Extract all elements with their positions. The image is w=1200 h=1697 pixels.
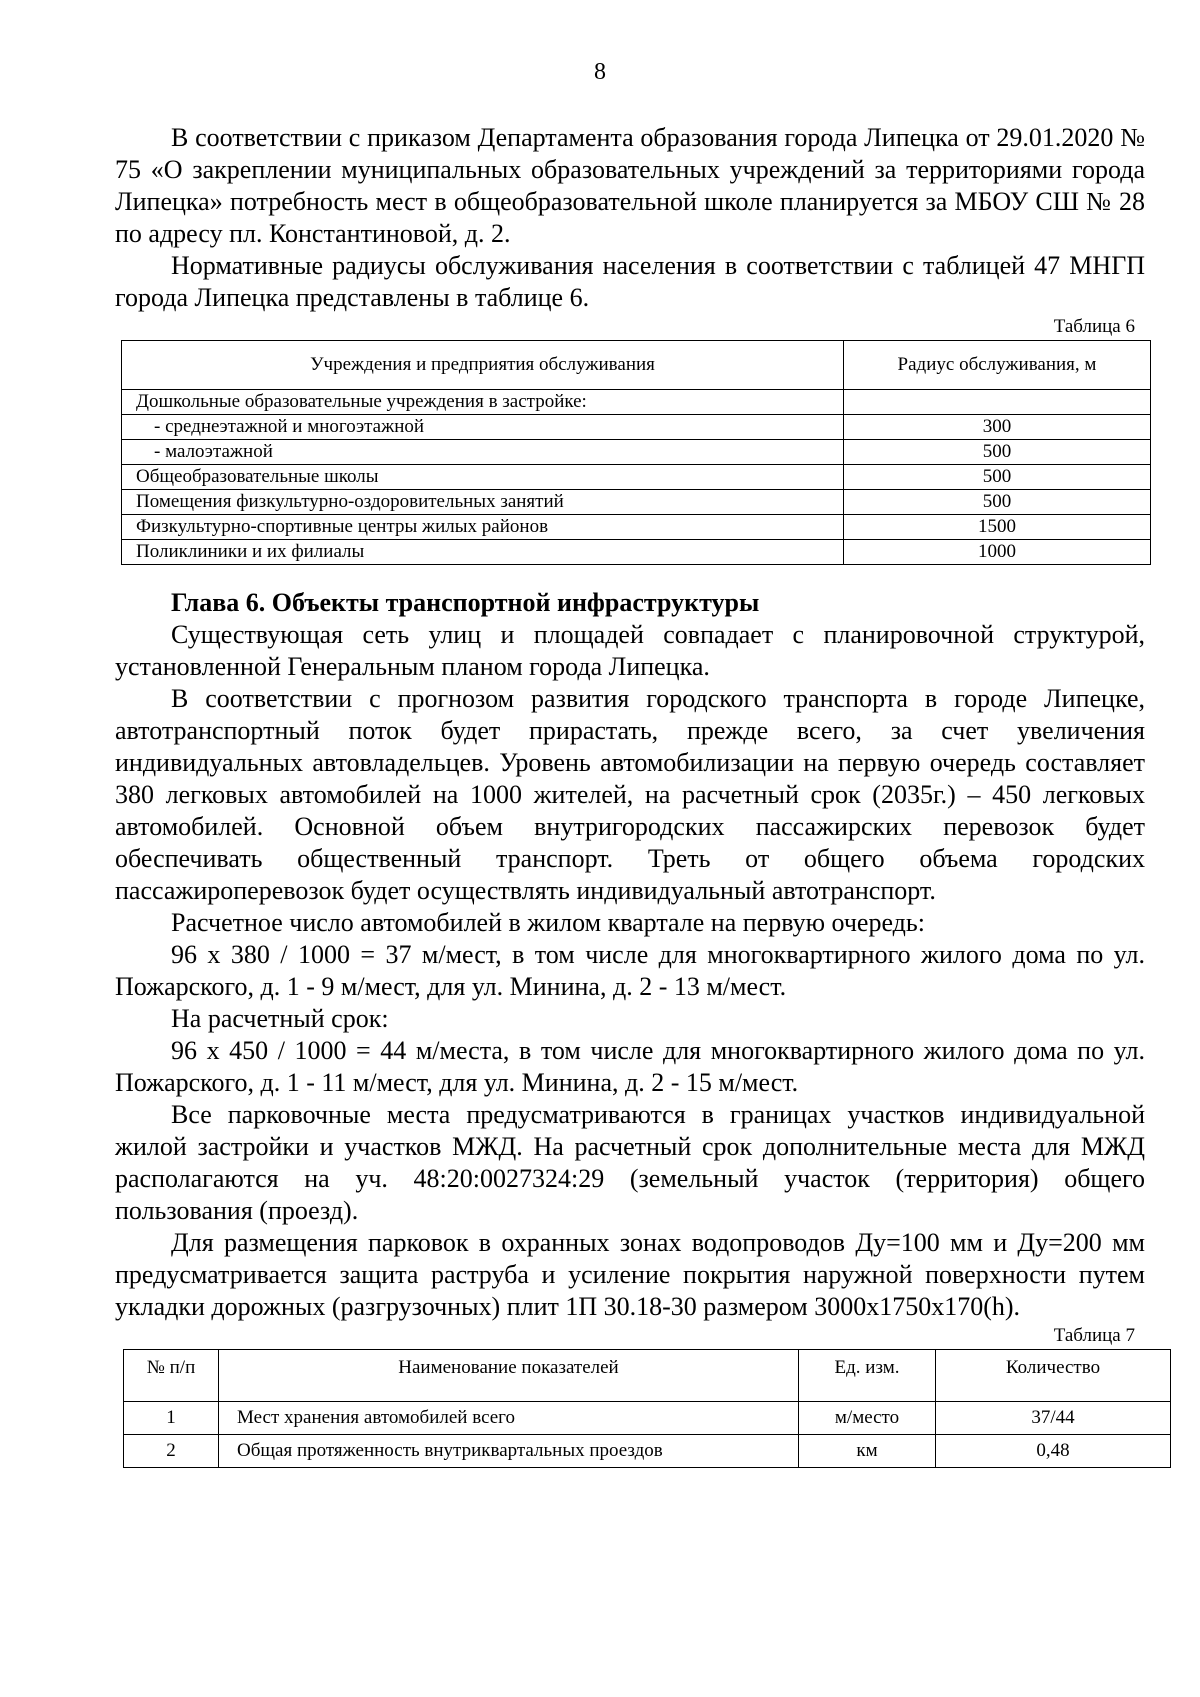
paragraph-4: В соответствии с прогнозом развития городского транспорта в городе Липецке, автотранспортный поток будет прирастать, прежде всего, за счет увеличения индивидуальных автовладельцев. Уровень автомобилизации на первую очередь составляет 380 легковых автомобилей на 1000 жителей, на расчетный срок (2035г.) – 450 легковых автомобилей. Основной объем внутригородских пассажирских перевозок будет обеспечивать общественный транспорт. Треть от общего объема городских пассажироперевозок будет осуществлять индивидуальный автотранспорт. bbox=[115, 684, 1145, 905]
paragraph-5: Расчетное число автомобилей в жилом квартале на первую очередь: bbox=[171, 908, 925, 937]
table-6-cell-name: Помещения физкультурно-оздоровительных занятий bbox=[122, 490, 844, 515]
table-6-cell-name: - среднеэтажной и многоэтажной bbox=[122, 415, 844, 440]
table-7-header-number: № п/п bbox=[124, 1350, 219, 1402]
table-6-cell-name: Физкультурно-спортивные центры жилых районов bbox=[122, 515, 844, 540]
table-row bbox=[124, 1402, 1171, 1435]
table-6-cell-value: 1500 bbox=[844, 515, 1151, 540]
paragraph-1: В соответствии с приказом Департамента образования города Липецка от 29.01.2020 № 75 «О закреплении муниципальных образовательных учреждений за территориями города Липецка» потребность мест в общеобразовательной школе планируется за МБОУ СШ № 28 по адресу пл. Константиновой, д. 2. bbox=[115, 123, 1145, 248]
table-7-cell-quantity: 37/44 bbox=[936, 1402, 1171, 1435]
table-7-header-indicator: Наименование показателей bbox=[219, 1350, 799, 1402]
table-row bbox=[122, 490, 1151, 515]
table-6-cell-name: Дошкольные образовательные учреждения в застройке: bbox=[122, 390, 844, 415]
table-6-cell-value: 500 bbox=[844, 490, 1151, 515]
table-row bbox=[122, 390, 1151, 415]
table-7-cell-indicator: Общая протяженность внутриквартальных проездов bbox=[219, 1435, 799, 1468]
table-6-cell-value: 500 bbox=[844, 465, 1151, 490]
table-6 bbox=[121, 340, 1151, 565]
table-7-cell-unit: м/место bbox=[799, 1402, 936, 1435]
table-6-cell-name: - малоэтажной bbox=[122, 440, 844, 465]
table-6-caption: Таблица 6 bbox=[1053, 316, 1135, 337]
table-row bbox=[122, 415, 1151, 440]
paragraph-2: Нормативные радиусы обслуживания населения в соответствии с таблицей 47 МНГП города Липецка представлены в таблице 6. bbox=[115, 251, 1145, 312]
table-6-cell-name: Общеобразовательные школы bbox=[122, 465, 844, 490]
page-content bbox=[115, 122, 1145, 1468]
table-7-header-row bbox=[124, 1350, 1171, 1402]
table-6-cell-value: 1000 bbox=[844, 540, 1151, 565]
paragraph-8: 96 х 450 / 1000 = 44 м/места, в том числе для многоквартирного жилого дома по ул. Пожарского, д. 1 - 11 м/мест, для ул. Минина, д. 2 - 15 м/мест. bbox=[115, 1036, 1145, 1097]
paragraph-9: Все парковочные места предусматриваются в границах участков индивидуальной жилой застройки и участков МЖД. На расчетный срок дополнительные места для МЖД располагаются на уч. 48:20:0027324:29 (земельный участок (территория) общего пользования (проезд). bbox=[115, 1100, 1145, 1225]
table-6-header-radius: Радиус обслуживания, м bbox=[844, 341, 1151, 390]
table-7-cell-unit: км bbox=[799, 1435, 936, 1468]
table-row bbox=[122, 540, 1151, 565]
table-6-cell-value bbox=[844, 390, 1151, 415]
table-7-cell-quantity: 0,48 bbox=[936, 1435, 1171, 1468]
table-row bbox=[122, 465, 1151, 490]
table-6-header-row bbox=[122, 341, 1151, 390]
table-7-caption: Таблица 7 bbox=[1053, 1325, 1135, 1346]
table-7-header-quantity: Количество bbox=[936, 1350, 1171, 1402]
paragraph-7: На расчетный срок: bbox=[171, 1004, 389, 1033]
paragraph-6: 96 х 380 / 1000 = 37 м/мест, в том числе для многоквартирного жилого дома по ул. Пожарского, д. 1 - 9 м/мест, для ул. Минина, д. 2 - 13 м/мест. bbox=[115, 940, 1145, 1001]
table-6-header-institutions: Учреждения и предприятия обслуживания bbox=[122, 341, 844, 390]
table-7-cell-number: 2 bbox=[124, 1435, 219, 1468]
paragraph-3: Существующая сеть улиц и площадей совпадает с планировочной структурой, установленной Генеральным планом города Липецка. bbox=[115, 620, 1145, 681]
page-number: 8 bbox=[594, 59, 606, 85]
table-7-cell-indicator: Мест хранения автомобилей всего bbox=[219, 1402, 799, 1435]
table-7 bbox=[123, 1349, 1171, 1468]
chapter-heading: Глава 6. Объекты транспортной инфраструктуры bbox=[171, 588, 760, 617]
paragraph-10: Для размещения парковок в охранных зонах водопроводов Ду=100 мм и Ду=200 мм предусматривается защита раструба и усиление покрытия наружной поверхности путем укладки дорожных (разгрузочных) плит 1П 30.18-30 размером 3000х1750х170(h). bbox=[115, 1228, 1145, 1321]
table-7-cell-number: 1 bbox=[124, 1402, 219, 1435]
table-row bbox=[124, 1435, 1171, 1468]
table-row bbox=[122, 440, 1151, 465]
table-7-header-unit: Ед. изм. bbox=[799, 1350, 936, 1402]
table-6-cell-name: Поликлиники и их филиалы bbox=[122, 540, 844, 565]
table-6-cell-value: 300 bbox=[844, 415, 1151, 440]
table-6-cell-value: 500 bbox=[844, 440, 1151, 465]
table-row bbox=[122, 515, 1151, 540]
